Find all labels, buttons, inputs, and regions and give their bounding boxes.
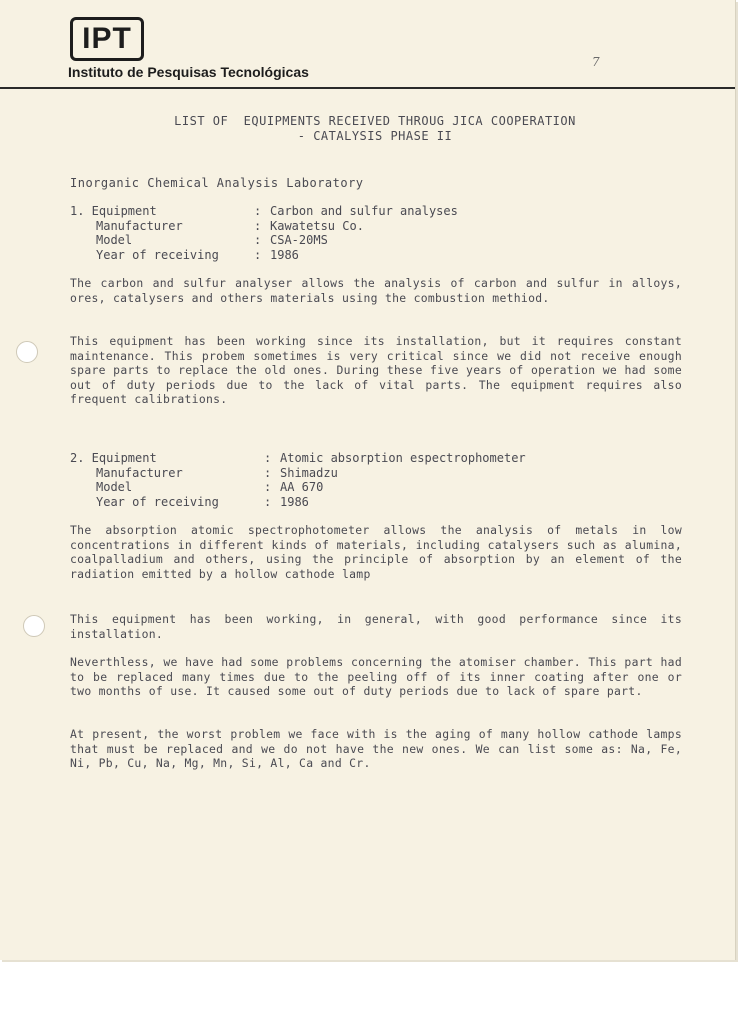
page-number: 7 xyxy=(592,55,600,69)
spec-row: Model : AA 670 xyxy=(70,480,526,495)
institute-name: Instituto de Pesquisas Tecnológicas xyxy=(68,64,309,80)
spec-row: Manufacturer : Kawatetsu Co. xyxy=(70,219,458,234)
punch-hole-bottom xyxy=(23,615,45,637)
document-title-line-2: - CATALYSIS PHASE II xyxy=(297,129,453,143)
spec-row: Manufacturer : Shimadzu xyxy=(70,466,526,481)
equipment-2-spec xyxy=(70,451,526,509)
paragraph: Neverthless, we have had some problems concerning the atomiser chamber. This part had to be replaced many times due to the peeling off of its inner coating after one or two months of use. It caused some out of duty periods due to lack of spare part. xyxy=(70,655,682,699)
paragraph: At present, the worst problem we face with is the aging of many hollow cathode lamps that must be replaced and we do not have the new ones. We can list some as: Na, Fe, Ni, Pb, Cu, Na, Mg, Mn, Si, Al, Ca and Cr. xyxy=(70,727,682,771)
paragraph: This equipment has been working since its installation, but it requires constant maintenance. This probem sometimes is very critical since we did not receive enough spare parts to replace the old ones. During these five years of operation we had some out of duty periods due to the lack of vital parts. The equipment requires also frequent calibrations. xyxy=(70,334,682,407)
spec-value: CSA-20MS xyxy=(270,233,328,248)
logo-text: IPT xyxy=(82,22,132,55)
paragraph: The carbon and sulfur analyser allows the analysis of carbon and sulfur in alloys, ores, catalysers and others materials using the combustion methiod. xyxy=(70,276,682,305)
spec-value: Shimadzu xyxy=(280,465,338,480)
spec-label: Manufacturer xyxy=(96,218,183,233)
spec-value: AA 670 xyxy=(280,480,324,495)
spec-row: 2. Equipment : Atomic absorption espectrophometer xyxy=(70,451,526,465)
spec-value: 1986 xyxy=(270,247,299,262)
spec-row: Year of receiving : 1986 xyxy=(70,495,526,510)
section-heading: Inorganic Chemical Analysis Laboratory xyxy=(70,176,364,190)
spec-value: Kawatetsu Co. xyxy=(270,218,364,233)
spec-label: Model xyxy=(96,480,133,495)
spec-label: Model xyxy=(96,233,133,248)
spec-row: Model : CSA-20MS xyxy=(70,233,458,248)
paragraph: This equipment has been working, in general, with good performance since its installation. xyxy=(70,612,682,641)
spec-value: 1986 xyxy=(280,494,309,509)
spec-label: Year of receiving xyxy=(96,494,219,509)
equipment-1-spec xyxy=(70,204,458,262)
spec-value: Carbon and sulfur analyses xyxy=(270,204,458,218)
spec-value: Atomic absorption espectrophometer xyxy=(280,451,526,465)
header-divider xyxy=(0,87,735,89)
spec-label: Year of receiving xyxy=(96,247,219,262)
ipt-logo xyxy=(70,17,144,61)
document-title-line-1: LIST OF EQUIPMENTS RECEIVED THROUG JICA COOPERATION xyxy=(174,114,576,128)
spec-row: Year of receiving : 1986 xyxy=(70,248,458,263)
paragraph: The absorption atomic spectrophotometer allows the analysis of metals in low concentrations in different kinds of materials, including catalysers such as alumina, coalpalladium and others, using the principle of absorption by an element of the radiation emitted by a hollow cathode lamp xyxy=(70,523,682,581)
spec-label: Manufacturer xyxy=(96,465,183,480)
punch-hole-top xyxy=(16,341,38,363)
spec-label: 2. Equipment xyxy=(70,451,157,465)
spec-label: 1. Equipment xyxy=(70,204,157,218)
spec-row: 1. Equipment : Carbon and sulfur analyses xyxy=(70,204,458,218)
